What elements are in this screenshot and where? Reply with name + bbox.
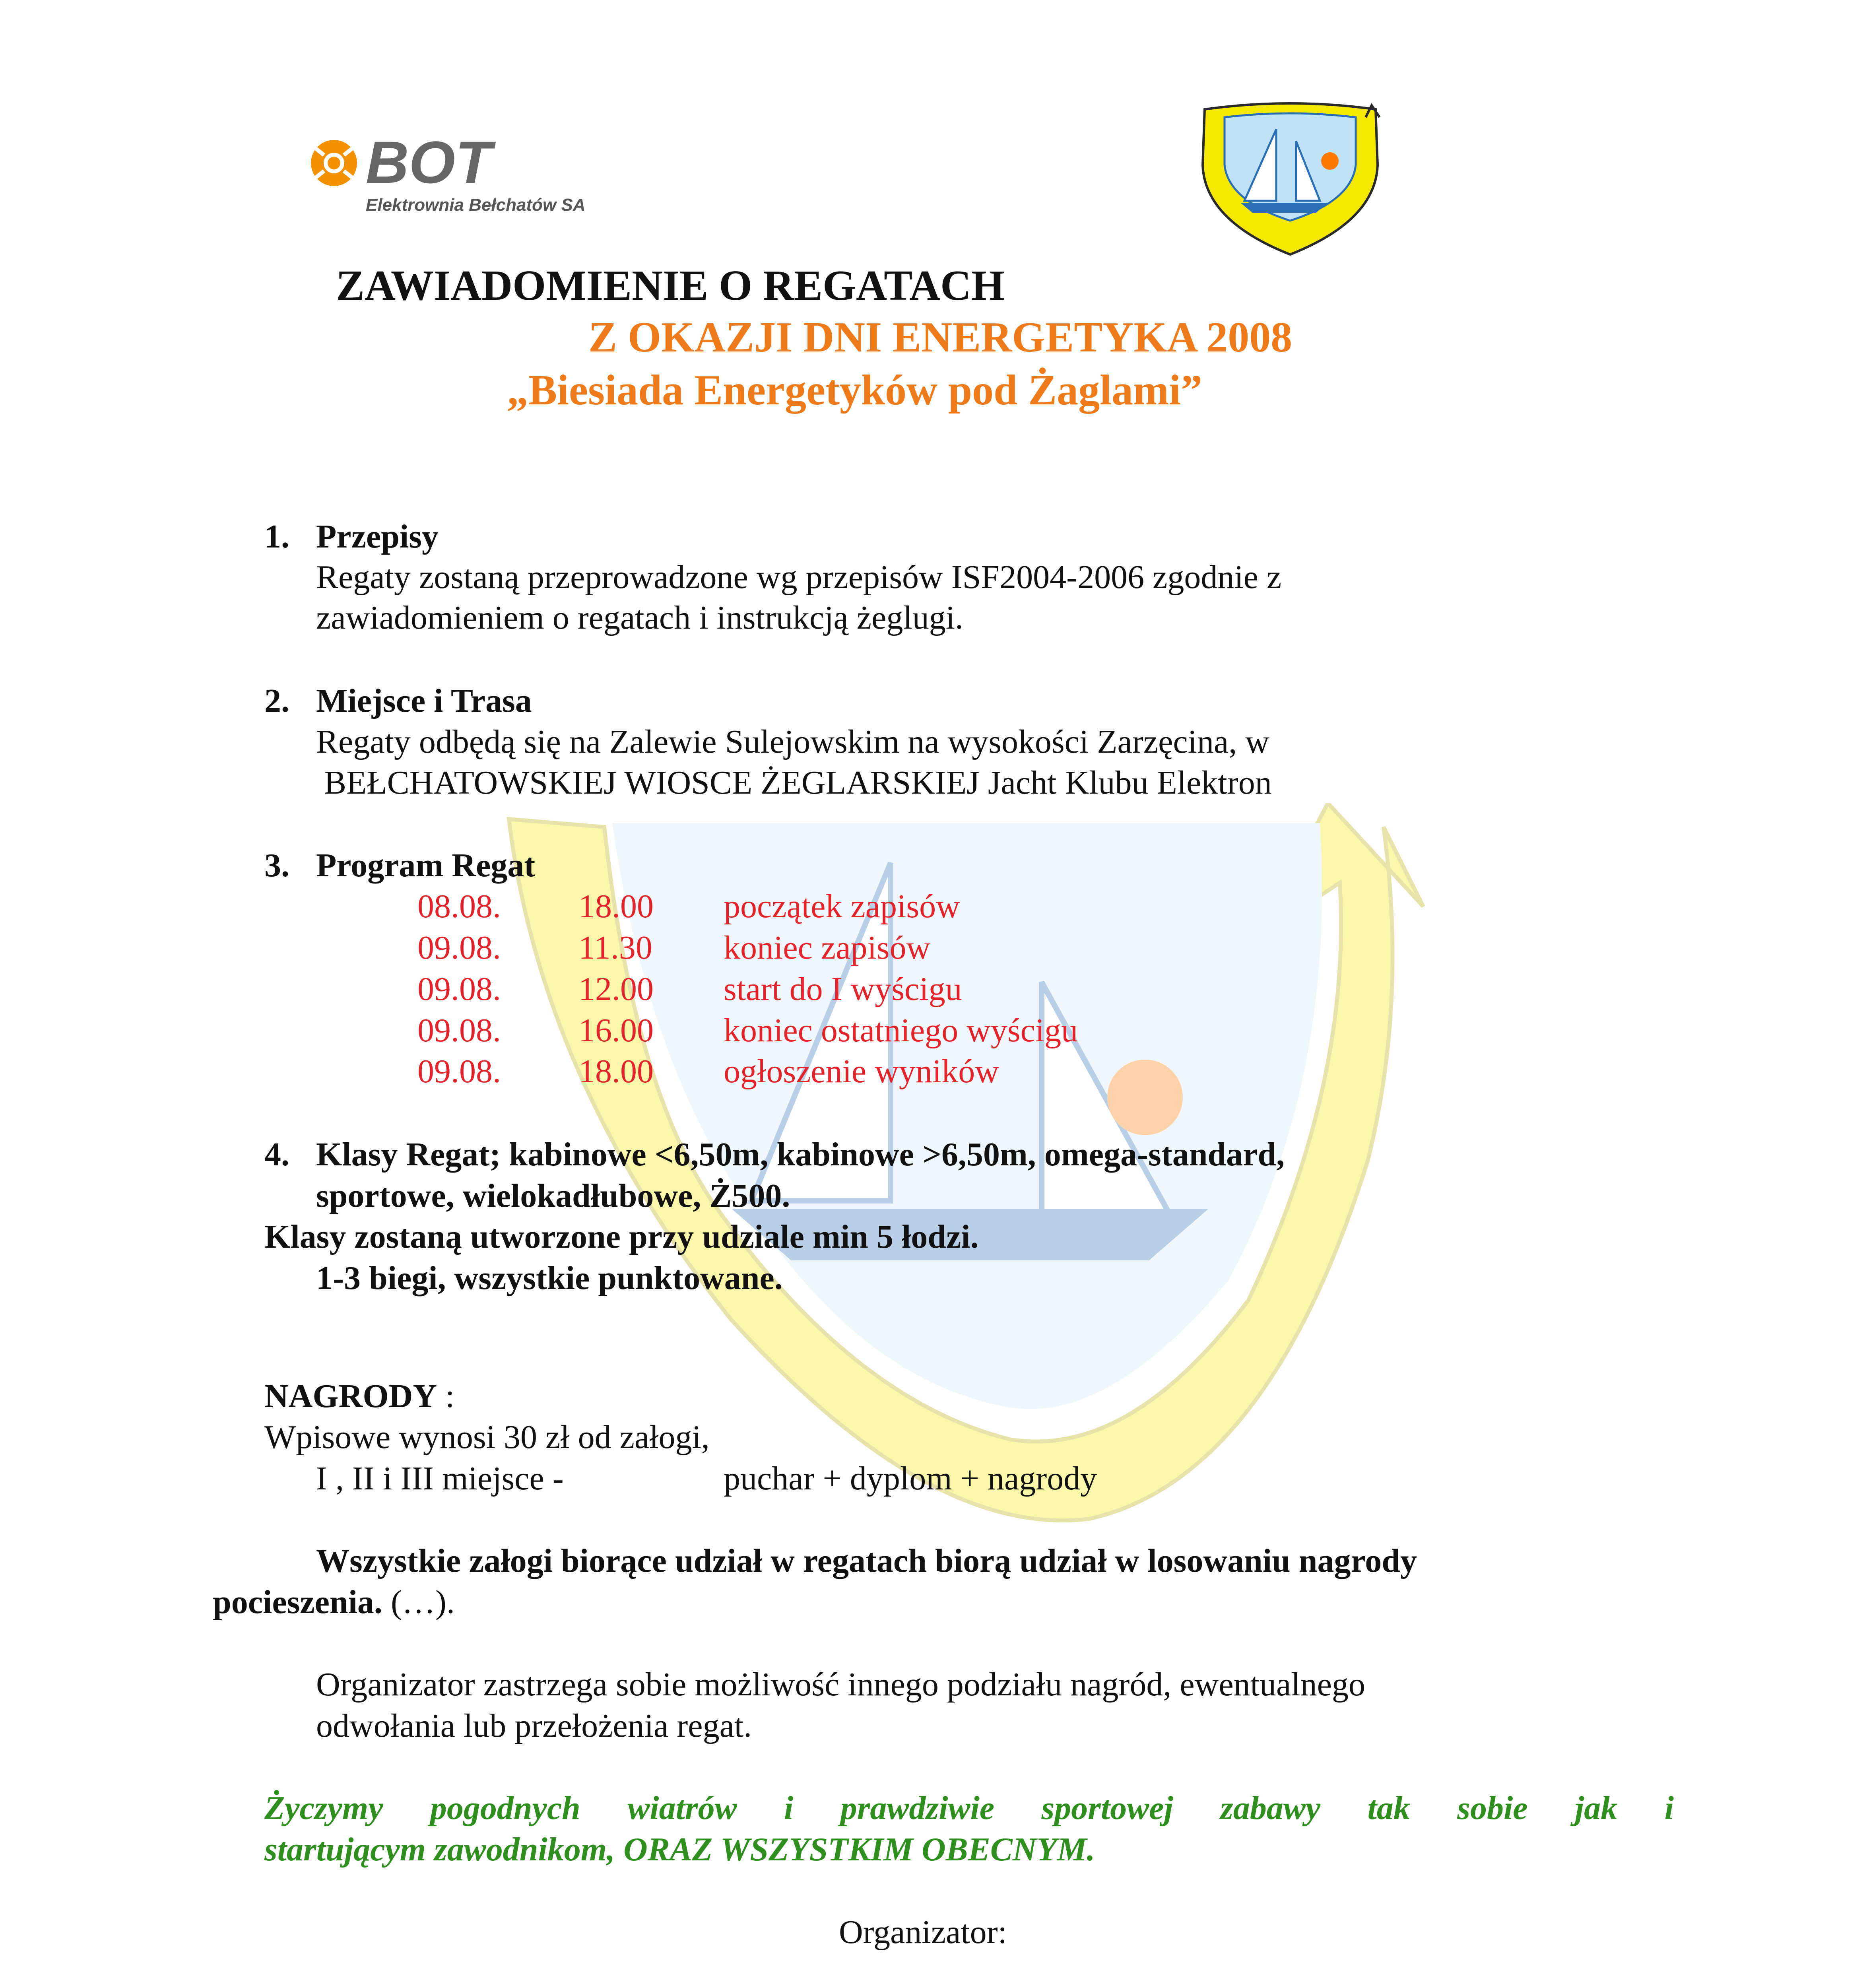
section-2-number: 2.	[264, 682, 289, 719]
entry-fee: Wpisowe wynosi 30 zł od załogi,	[264, 1419, 710, 1456]
lottery-line-1: Wszystkie załogi biorące udział w regatach biorą udział w losowaniu nagrody	[316, 1542, 1417, 1579]
schedule-date: 09.08.	[417, 929, 501, 966]
section-3-number: 3.	[264, 847, 289, 884]
prize-places: I , II i III miejsce -	[316, 1460, 564, 1497]
bot-logo	[302, 131, 652, 239]
schedule-time: 11.30	[578, 929, 652, 966]
page-subtitle: Z OKAZJI DNI ENERGETYKA 2008	[588, 314, 1293, 361]
section-1-line-1: Regaty zostaną przeprowadzone wg przepisów ISF2004-2006 zgodnie z	[316, 559, 1282, 596]
event-name: „Biesiada Energetyków pod Żaglami”	[507, 367, 1203, 414]
wishes-line-2: startującym zawodnikom, ORAZ WSZYSTKIM OBECNYM.	[264, 1831, 1095, 1868]
schedule-date: 09.08.	[417, 971, 501, 1008]
section-2-line-1: Regaty odbędą się na Zalewie Sulejowskim na wysokości Zarzęcina, w	[316, 723, 1269, 760]
bot-subtitle: Elektrownia Bełchatów SA	[366, 195, 586, 215]
section-4-number: 4.	[264, 1136, 289, 1173]
schedule-date: 09.08.	[417, 1053, 501, 1090]
disclaimer-line-2: odwołania lub przełożenia regat.	[316, 1707, 752, 1744]
schedule-event: ogłoszenie wyników	[724, 1053, 999, 1090]
lottery-line-2-rest: (…).	[382, 1584, 455, 1621]
schedule-event: start do I wyścigu	[724, 971, 962, 1008]
section-1-number: 1.	[264, 518, 289, 555]
lottery-line-2-bold: pocieszenia.	[213, 1584, 382, 1621]
club-emblem-logo	[1197, 101, 1384, 256]
section-4-line-1: Klasy Regat; kabinowe <6,50m, kabinowe >6,50m, omega-standard,	[316, 1136, 1285, 1173]
prizes-heading-line	[264, 1376, 454, 1417]
schedule-event: koniec zapisów	[724, 929, 931, 966]
schedule-date: 09.08.	[417, 1012, 501, 1049]
schedule-time: 12.00	[578, 971, 654, 1008]
schedule-time: 18.00	[578, 1053, 654, 1090]
page-title: ZAWIADOMIENIE O REGATACH	[336, 262, 1005, 309]
section-4-line-3: Klasy zostaną utworzone przy udziale min 5 łodzi.	[264, 1218, 979, 1255]
organizer-label: Organizator:	[839, 1914, 1007, 1951]
wishes-line-1: Życzymy pogodnych wiatrów i prawdziwie sportowej zabawy tak sobie jak i	[264, 1790, 1674, 1827]
prizes-heading: NAGRODY	[264, 1378, 437, 1415]
section-3-title: Program Regat	[316, 847, 536, 884]
section-4-line-2: sportowe, wielokadłubowe, Ż500.	[316, 1177, 790, 1214]
section-1-line-2: zawiadomieniem o regatach i instrukcją żeglugi.	[316, 599, 964, 636]
schedule-date: 08.08.	[417, 888, 501, 925]
section-4-line-4: 1-3 biegi, wszystkie punktowane.	[316, 1260, 783, 1297]
section-2-line-2: BEŁCHATOWSKIEJ WIOSCE ŻEGLARSKIEJ Jacht Klubu Elektron	[324, 764, 1272, 801]
schedule-time: 16.00	[578, 1012, 654, 1049]
bot-sun-icon	[311, 140, 357, 186]
bot-wordmark: BOT	[366, 131, 492, 196]
prizes-heading-suffix: :	[437, 1378, 455, 1415]
section-2-title: Miejsce i Trasa	[316, 682, 532, 719]
section-1-title: Przepisy	[316, 518, 439, 555]
lottery-line-2	[213, 1582, 455, 1623]
schedule-event: początek zapisów	[724, 888, 960, 925]
prize-description: puchar + dyplom + nagrody	[724, 1460, 1097, 1497]
schedule-time: 18.00	[578, 888, 654, 925]
schedule-event: koniec ostatniego wyścigu	[724, 1012, 1078, 1049]
disclaimer-line-1: Organizator zastrzega sobie możliwość innego podziału nagród, ewentualnego	[316, 1666, 1365, 1703]
